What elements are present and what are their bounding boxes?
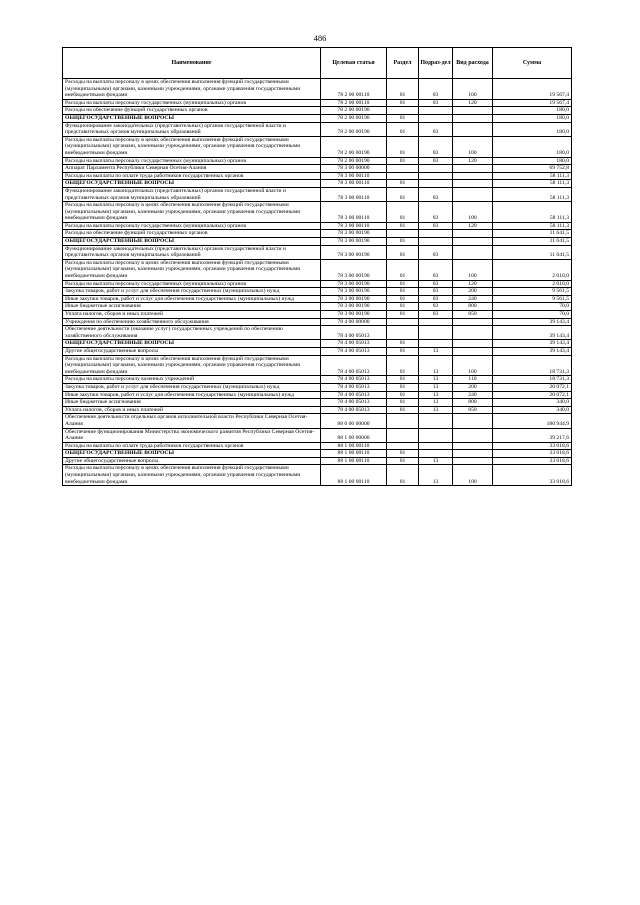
header-subsection: Подраз-дел — [419, 48, 453, 79]
cell-target-article: 88 1 00 00110 — [321, 465, 387, 486]
cell-section — [387, 428, 419, 442]
cell-expense-type — [453, 442, 493, 450]
cell-amount: 58 111,3 — [493, 222, 572, 230]
cell-section: 01 — [387, 355, 419, 376]
cell-name: Расходы на выплаты персоналу в целях обеспечения выполнения функций государственными (муниципальными) органами, казенными учреждениями, органами управления государственными внебюджетными фондами — [63, 202, 321, 223]
cell-subsection: 03 — [419, 122, 453, 136]
table-row — [63, 202, 572, 223]
cell-section — [387, 414, 419, 428]
cell-amount: 180,0 — [493, 114, 572, 122]
table-row — [63, 326, 572, 340]
cell-target-article: 78 2 00 00190 — [321, 157, 387, 165]
cell-amount: 33 018,6 — [493, 442, 572, 450]
cell-expense-type: 100 — [453, 136, 493, 157]
cell-amount: 2 010,0 — [493, 280, 572, 288]
table-row — [63, 107, 572, 115]
cell-section — [387, 442, 419, 450]
cell-subsection: 13 — [419, 355, 453, 376]
cell-name: Закупка товаров, работ и услуг для обеспечения государственных (муниципальных) нужд — [63, 383, 321, 391]
cell-amount: 18 731,3 — [493, 355, 572, 376]
cell-section: 01 — [387, 311, 419, 319]
header-name: Наименование — [63, 48, 321, 79]
cell-name: Иные закупки товаров, работ и услуг для обеспечения государственных (муниципальных) нужд — [63, 295, 321, 303]
cell-expense-type: 100 — [453, 465, 493, 486]
cell-expense-type — [453, 238, 493, 246]
cell-expense-type — [453, 122, 493, 136]
table-body — [63, 79, 572, 486]
cell-subsection: 03 — [419, 288, 453, 296]
table-row — [63, 428, 572, 442]
cell-expense-type: 100 — [453, 355, 493, 376]
cell-section: 01 — [387, 245, 419, 259]
cell-target-article: 78 3 00 00190 — [321, 280, 387, 288]
cell-expense-type: 200 — [453, 288, 493, 296]
cell-subsection — [419, 318, 453, 326]
cell-expense-type: 100 — [453, 79, 493, 100]
table-row — [63, 180, 572, 188]
cell-name: Расходы на выплаты по оплате труда работников государственных органов — [63, 172, 321, 180]
cell-amount: 70,0 — [493, 311, 572, 319]
table-row — [63, 376, 572, 384]
cell-amount: 39 143,4 — [493, 347, 572, 355]
cell-subsection — [419, 165, 453, 173]
cell-amount: 70,0 — [493, 303, 572, 311]
cell-amount: 18 731,3 — [493, 376, 572, 384]
cell-subsection — [419, 450, 453, 458]
cell-subsection: 03 — [419, 295, 453, 303]
cell-name: Учреждения по обеспечению хозяйственного обслуживания — [63, 318, 321, 326]
cell-target-article: 78 4 00 05013 — [321, 347, 387, 355]
cell-name: Иные бюджетные ассигнования — [63, 399, 321, 407]
cell-subsection — [419, 172, 453, 180]
cell-expense-type: 100 — [453, 202, 493, 223]
cell-section: 01 — [387, 222, 419, 230]
cell-subsection — [419, 414, 453, 428]
table-row — [63, 414, 572, 428]
cell-subsection: 13 — [419, 347, 453, 355]
cell-subsection — [419, 114, 453, 122]
cell-section: 01 — [387, 180, 419, 188]
cell-name: Другие общегосударственные вопросы — [63, 347, 321, 355]
cell-name: Расходы на выплаты персоналу в целях обеспечения выполнения функций государственными (муниципальными) органами, казенными учреждениями, органами управления государственными внебюджетными фондами — [63, 136, 321, 157]
cell-name: Обеспечение деятельности (оказание услуг) государственных учреждений по обеспечению хозяйственного обслуживания — [63, 326, 321, 340]
cell-name: Функционирование законодательных (представительных) органов государственной власти и представительных органов муниципальных образований — [63, 187, 321, 201]
cell-amount: 180,0 — [493, 122, 572, 136]
header-expense-type: Вид расхода — [453, 48, 493, 79]
cell-amount: 39 143,4 — [493, 318, 572, 326]
cell-expense-type: 110 — [453, 376, 493, 384]
cell-target-article: 88 1 00 00110 — [321, 450, 387, 458]
cell-amount: 11 641,5 — [493, 230, 572, 238]
cell-name: Расходы на выплаты по оплате труда работников государственных органов — [63, 442, 321, 450]
cell-section — [387, 165, 419, 173]
cell-subsection: 13 — [419, 383, 453, 391]
cell-target-article: 78 3 00 00190 — [321, 303, 387, 311]
cell-amount: 340,0 — [493, 406, 572, 414]
cell-target-article: 78 3 00 00190 — [321, 311, 387, 319]
cell-amount: 33 018,6 — [493, 465, 572, 486]
cell-section: 01 — [387, 406, 419, 414]
table-row — [63, 172, 572, 180]
cell-name: Расходы на выплаты персоналу в целях обеспечения выполнения функций государственными (муниципальными) органами, казенными учреждениями, органами управления государственными внебюджетными фондами — [63, 355, 321, 376]
budget-table — [62, 47, 572, 486]
cell-target-article: 78 4 00 05013 — [321, 399, 387, 407]
cell-section — [387, 318, 419, 326]
cell-section: 01 — [387, 399, 419, 407]
cell-subsection — [419, 230, 453, 238]
cell-name: Функционирование законодательных (представительных) органов государственной власти и представительных органов муниципальных образований — [63, 245, 321, 259]
cell-subsection: 03 — [419, 187, 453, 201]
cell-target-article: 78 3 00 00110 — [321, 202, 387, 223]
cell-expense-type — [453, 450, 493, 458]
cell-expense-type: 200 — [453, 383, 493, 391]
cell-amount: 69 752,8 — [493, 165, 572, 173]
table-row — [63, 465, 572, 486]
cell-name: Другие общегосударственные вопросы — [63, 457, 321, 465]
cell-section: 01 — [387, 187, 419, 201]
cell-name: Расходы на обеспечение функций государственных органов — [63, 230, 321, 238]
cell-target-article: 78 4 00 05013 — [321, 355, 387, 376]
table-row — [63, 222, 572, 230]
cell-target-article: 78 4 00 05013 — [321, 326, 387, 340]
cell-subsection: 03 — [419, 259, 453, 280]
cell-subsection: 13 — [419, 376, 453, 384]
cell-subsection — [419, 180, 453, 188]
cell-section: 01 — [387, 295, 419, 303]
cell-target-article: 78 4 00 05013 — [321, 406, 387, 414]
cell-subsection — [419, 107, 453, 115]
cell-amount: 9 561,5 — [493, 288, 572, 296]
cell-target-article: 78 4 00 05013 — [321, 383, 387, 391]
table-row — [63, 406, 572, 414]
cell-name: Расходы на выплаты персоналу в целях обеспечения выполнения функций государственными (муниципальными) органами, казенными учреждениями, органами управления государственными внебюджетными фондами — [63, 465, 321, 486]
cell-expense-type — [453, 326, 493, 340]
cell-expense-type — [453, 457, 493, 465]
cell-section: 01 — [387, 465, 419, 486]
table-row — [63, 165, 572, 173]
cell-amount: 180 944,9 — [493, 414, 572, 428]
cell-name: Уплата налогов, сборов и иных платежей — [63, 406, 321, 414]
table-row — [63, 399, 572, 407]
cell-name: Расходы на обеспечение функций государственных органов — [63, 107, 321, 115]
table-row — [63, 457, 572, 465]
cell-target-article: 88 1 00 00110 — [321, 457, 387, 465]
cell-target-article: 78 2 00 00190 — [321, 136, 387, 157]
cell-target-article: 78 3 00 00110 — [321, 222, 387, 230]
cell-amount: 58 111,3 — [493, 180, 572, 188]
cell-amount: 19 567,4 — [493, 99, 572, 107]
cell-subsection: 03 — [419, 245, 453, 259]
cell-subsection — [419, 326, 453, 340]
cell-name: ОБЩЕГОСУДАРСТВЕННЫЕ ВОПРОСЫ — [63, 450, 321, 458]
cell-section: 01 — [387, 391, 419, 399]
cell-amount: 11 641,5 — [493, 238, 572, 246]
cell-expense-type — [453, 180, 493, 188]
cell-name: Расходы на выплаты персоналу государственных (муниципальных) органов — [63, 280, 321, 288]
cell-expense-type: 120 — [453, 157, 493, 165]
cell-section: 01 — [387, 202, 419, 223]
table-row — [63, 311, 572, 319]
table-row — [63, 340, 572, 348]
cell-amount: 20 072,1 — [493, 383, 572, 391]
cell-subsection: 03 — [419, 136, 453, 157]
cell-subsection — [419, 428, 453, 442]
table-row — [63, 442, 572, 450]
cell-name: ОБЩЕГОСУДАРСТВЕННЫЕ ВОПРОСЫ — [63, 340, 321, 348]
table-row — [63, 280, 572, 288]
cell-expense-type — [453, 172, 493, 180]
table-row — [63, 391, 572, 399]
cell-target-article: 78 2 00 00190 — [321, 114, 387, 122]
cell-expense-type — [453, 230, 493, 238]
cell-expense-type: 120 — [453, 99, 493, 107]
cell-name: Функционирование законодательных (представительных) органов государственной власти и представительных органов муниципальных образований — [63, 122, 321, 136]
cell-section — [387, 107, 419, 115]
cell-section: 01 — [387, 383, 419, 391]
page-number: 486 — [313, 33, 327, 43]
header-target-article: Целевая статья — [321, 48, 387, 79]
cell-target-article: 78 4 00 00000 — [321, 318, 387, 326]
cell-expense-type — [453, 107, 493, 115]
cell-name: Аппарат Парламента Республики Северная Осетия-Алания — [63, 165, 321, 173]
header-amount: Сумма — [493, 48, 572, 79]
cell-expense-type — [453, 347, 493, 355]
cell-expense-type: 100 — [453, 259, 493, 280]
table-row — [63, 288, 572, 296]
cell-amount: 39 143,4 — [493, 326, 572, 340]
table-row — [63, 238, 572, 246]
table-row — [63, 355, 572, 376]
cell-expense-type: 120 — [453, 222, 493, 230]
cell-name: Расходы на выплаты персоналу в целях обеспечения выполнения функций государственными (муниципальными) органами, казенными учреждениями, органами управления государственными внебюджетными фондами — [63, 79, 321, 100]
cell-target-article: 88 1 00 00000 — [321, 428, 387, 442]
table-row — [63, 245, 572, 259]
cell-expense-type: 850 — [453, 406, 493, 414]
table-row — [63, 79, 572, 100]
cell-name: Расходы на выплаты персоналу казенных учреждений — [63, 376, 321, 384]
table-row — [63, 99, 572, 107]
cell-amount: 58 111,3 — [493, 172, 572, 180]
cell-section: 01 — [387, 136, 419, 157]
cell-target-article: 78 3 00 00110 — [321, 187, 387, 201]
cell-section: 01 — [387, 303, 419, 311]
cell-name: Закупка товаров, работ и услуг для обеспечения государственных (муниципальных) нужд — [63, 288, 321, 296]
table-row — [63, 383, 572, 391]
cell-amount: 33 018,6 — [493, 457, 572, 465]
cell-name: Уплата налогов, сборов и иных платежей — [63, 311, 321, 319]
cell-section: 01 — [387, 450, 419, 458]
cell-expense-type — [453, 414, 493, 428]
cell-name: Иные бюджетные ассигнования — [63, 303, 321, 311]
cell-amount: 39 217,6 — [493, 428, 572, 442]
table-row — [63, 303, 572, 311]
cell-section: 01 — [387, 288, 419, 296]
cell-subsection: 03 — [419, 202, 453, 223]
cell-expense-type: 850 — [453, 311, 493, 319]
cell-amount: 39 143,4 — [493, 340, 572, 348]
cell-subsection: 03 — [419, 99, 453, 107]
cell-subsection: 13 — [419, 399, 453, 407]
cell-name: ОБЩЕГОСУДАРСТВЕННЫЕ ВОПРОСЫ — [63, 180, 321, 188]
header-row — [63, 48, 572, 79]
table-row — [63, 187, 572, 201]
cell-section: 01 — [387, 157, 419, 165]
cell-subsection: 03 — [419, 303, 453, 311]
cell-section — [387, 230, 419, 238]
cell-name: Расходы на выплаты персоналу в целях обеспечения выполнения функций государственными (муниципальными) органами, казенными учреждениями, органами управления государственными внебюджетными фондами — [63, 259, 321, 280]
cell-name: Обеспечение деятельности отдельных органов исполнительной власти Республики Северная Осетия-Алания — [63, 414, 321, 428]
header-section: Раздел — [387, 48, 419, 79]
cell-expense-type — [453, 245, 493, 259]
cell-section: 01 — [387, 99, 419, 107]
cell-name: Иные закупки товаров, работ и услуг для обеспечения государственных (муниципальных) нужд — [63, 391, 321, 399]
cell-subsection: 13 — [419, 406, 453, 414]
cell-expense-type — [453, 187, 493, 201]
table-row — [63, 114, 572, 122]
cell-subsection: 13 — [419, 391, 453, 399]
cell-amount: 58 111,3 — [493, 202, 572, 223]
cell-amount: 340,0 — [493, 399, 572, 407]
cell-subsection: 03 — [419, 79, 453, 100]
cell-section: 01 — [387, 347, 419, 355]
cell-subsection — [419, 340, 453, 348]
cell-expense-type — [453, 428, 493, 442]
cell-target-article: 78 3 00 00190 — [321, 288, 387, 296]
cell-section — [387, 326, 419, 340]
cell-section: 01 — [387, 238, 419, 246]
cell-subsection: 13 — [419, 465, 453, 486]
table-row — [63, 157, 572, 165]
cell-target-article: 78 3 00 00000 — [321, 165, 387, 173]
cell-amount: 11 641,5 — [493, 245, 572, 259]
cell-target-article: 78 3 00 00190 — [321, 259, 387, 280]
cell-name: Обеспечение функционирования Министерства экономического развития Республики Северная Осетия-Алания — [63, 428, 321, 442]
cell-subsection — [419, 442, 453, 450]
cell-target-article: 78 4 00 05013 — [321, 376, 387, 384]
cell-target-article: 78 3 00 00190 — [321, 238, 387, 246]
cell-section: 01 — [387, 79, 419, 100]
cell-target-article: 78 2 00 00110 — [321, 79, 387, 100]
cell-section: 01 — [387, 376, 419, 384]
cell-section: 01 — [387, 280, 419, 288]
cell-section: 01 — [387, 457, 419, 465]
cell-expense-type: 240 — [453, 295, 493, 303]
table-row — [63, 295, 572, 303]
cell-amount: 58 111,3 — [493, 187, 572, 201]
cell-expense-type: 800 — [453, 399, 493, 407]
cell-target-article: 78 4 00 05013 — [321, 391, 387, 399]
cell-target-article: 78 3 00 00110 — [321, 172, 387, 180]
cell-subsection: 03 — [419, 157, 453, 165]
table-row — [63, 450, 572, 458]
cell-target-article: 78 3 00 00110 — [321, 180, 387, 188]
cell-section: 01 — [387, 114, 419, 122]
cell-name: Расходы на выплаты персоналу государственных (муниципальных) органов — [63, 222, 321, 230]
cell-subsection: 03 — [419, 311, 453, 319]
cell-target-article: 78 3 00 00190 — [321, 245, 387, 259]
cell-subsection: 03 — [419, 222, 453, 230]
table-row — [63, 318, 572, 326]
table-header — [63, 48, 572, 79]
cell-target-article: 88 1 00 00110 — [321, 442, 387, 450]
cell-target-article: 78 4 00 05013 — [321, 340, 387, 348]
cell-expense-type: 800 — [453, 303, 493, 311]
table-row — [63, 230, 572, 238]
cell-subsection: 03 — [419, 280, 453, 288]
cell-name: Расходы на выплаты персоналу государственных (муниципальных) органов — [63, 99, 321, 107]
cell-section — [387, 172, 419, 180]
cell-target-article: 78 3 00 00190 — [321, 295, 387, 303]
cell-section: 01 — [387, 340, 419, 348]
cell-subsection — [419, 238, 453, 246]
cell-amount: 9 561,5 — [493, 295, 572, 303]
cell-expense-type — [453, 165, 493, 173]
cell-amount: 180,0 — [493, 136, 572, 157]
cell-amount: 19 567,4 — [493, 79, 572, 100]
cell-amount: 33 018,6 — [493, 450, 572, 458]
cell-target-article: 78 2 00 00190 — [321, 122, 387, 136]
cell-target-article: 78 3 00 00190 — [321, 230, 387, 238]
cell-target-article: 78 2 00 00190 — [321, 107, 387, 115]
cell-expense-type — [453, 114, 493, 122]
table-row — [63, 136, 572, 157]
table-row — [63, 122, 572, 136]
cell-section: 01 — [387, 122, 419, 136]
cell-name: Расходы на выплаты персоналу государственных (муниципальных) органов — [63, 157, 321, 165]
cell-expense-type — [453, 340, 493, 348]
cell-amount: 180,0 — [493, 107, 572, 115]
cell-amount: 180,0 — [493, 157, 572, 165]
cell-name: ОБЩЕГОСУДАРСТВЕННЫЕ ВОПРОСЫ — [63, 238, 321, 246]
cell-name: ОБЩЕГОСУДАРСТВЕННЫЕ ВОПРОСЫ — [63, 114, 321, 122]
cell-target-article: 78 2 00 00110 — [321, 99, 387, 107]
table-row — [63, 259, 572, 280]
cell-target-article: 88 0 00 00000 — [321, 414, 387, 428]
cell-amount: 2 010,0 — [493, 259, 572, 280]
table-row — [63, 347, 572, 355]
cell-expense-type: 120 — [453, 280, 493, 288]
cell-amount: 20 072,1 — [493, 391, 572, 399]
cell-expense-type — [453, 318, 493, 326]
cell-subsection: 13 — [419, 457, 453, 465]
cell-expense-type: 240 — [453, 391, 493, 399]
cell-section: 01 — [387, 259, 419, 280]
